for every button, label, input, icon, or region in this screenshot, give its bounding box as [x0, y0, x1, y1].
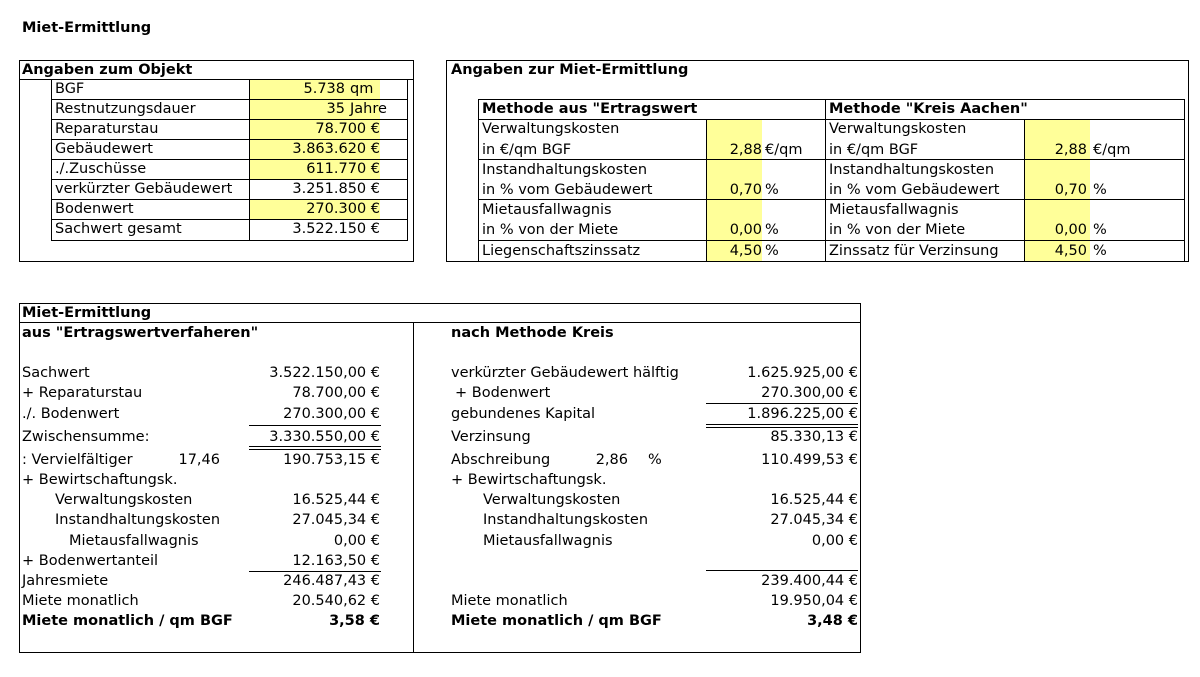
- kreis-abschreibung-unit: %: [648, 452, 662, 468]
- calc-bodenanteil-label: + Bodenwertanteil: [22, 553, 159, 569]
- kreis-verzinsung-label: Verzinsung: [451, 429, 531, 445]
- objekt-label-zuschuesse: ./.Zuschüsse: [55, 161, 147, 177]
- ertrag-zinssatz-unit: %: [765, 243, 779, 259]
- calc-zwischen-label: Zwischensumme:: [22, 429, 150, 445]
- calc-monatlich-value: 20.540,62 €: [292, 593, 380, 609]
- calc-sachwert-label: Sachwert: [22, 365, 90, 381]
- ertrag-instand-l1: Instandhaltungskosten: [482, 162, 648, 178]
- calc-vervielf-label: : Vervielfältiger: [22, 452, 133, 468]
- kreis-zinssatz-unit: %: [1093, 243, 1107, 259]
- ertrag-instand-unit: %: [765, 182, 779, 198]
- kreis-boden-value: 270.300,00 €: [761, 385, 858, 401]
- ertrag-mietausfall-value[interactable]: 0,00: [729, 222, 762, 238]
- calc-bewirt-label: + Bewirtschaftungsk.: [22, 472, 178, 488]
- kreis-mietausfall-unit: %: [1093, 222, 1107, 238]
- ertrag-verwaltung-l2: in €/qm BGF: [482, 142, 572, 158]
- kreis-mietausfall-calc-label: Mietausfallwagnis: [483, 533, 613, 549]
- objekt-label-bodenwert: Bodenwert: [55, 201, 134, 217]
- miete-title: Miet-Ermittlung: [22, 305, 152, 321]
- calc-instand-value: 27.045,34 €: [292, 512, 380, 528]
- kreis-instand-value[interactable]: 0,70: [1054, 182, 1087, 198]
- kreis-section-title: nach Methode Kreis: [451, 325, 614, 341]
- kreis-qm-value: 3,48 €: [807, 613, 858, 629]
- kreis-instand-calc-value: 27.045,34 €: [770, 512, 858, 528]
- objekt-title: Angaben zum Objekt: [22, 62, 193, 78]
- objekt-label-bgf: BGF: [55, 81, 85, 97]
- objekt-value-zuschuesse[interactable]: 611.770 €: [306, 161, 380, 177]
- objekt-value-bgf[interactable]: 5.738: [303, 81, 345, 97]
- kreis-verwaltung-unit: €/qm: [1093, 142, 1131, 158]
- calc-qm-value: 3,58 €: [329, 613, 380, 629]
- calc-boden-label: ./. Bodenwert: [22, 406, 120, 422]
- calc-instand-label: Instandhaltungskosten: [55, 512, 221, 528]
- kreis-abschreibung-value: 110.499,53 €: [761, 452, 858, 468]
- kreis-gebaeude-value: 1.625.925,00 €: [747, 365, 858, 381]
- kreis-abschreibung-label: Abschreibung: [451, 452, 551, 468]
- ertrag-zinssatz-label: Liegenschaftszinssatz: [482, 243, 641, 259]
- kreis-qm-label: Miete monatlich / qm BGF: [451, 613, 662, 629]
- calc-qm-label: Miete monatlich / qm BGF: [22, 613, 233, 629]
- ertrag-verwaltung-value[interactable]: 2,88: [729, 142, 762, 158]
- objekt-label-restnutzung: Restnutzungsdauer: [55, 101, 196, 117]
- kreis-verzinsung-value: 85.330,13 €: [770, 429, 858, 445]
- kreis-verwaltung-l2: in €/qm BGF: [829, 142, 919, 158]
- calc-reparatur-value: 78.700,00 €: [292, 385, 380, 401]
- objekt-value-restnutzung[interactable]: 35: [326, 101, 345, 117]
- kreis-bewirt-label: + Bewirtschaftungsk.: [451, 472, 607, 488]
- kreis-zinssatz-label: Zinssatz für Verzinsung: [829, 243, 999, 259]
- calc-vervielf-value: 190.753,15 €: [283, 452, 380, 468]
- kreis-verwaltung-l1: Verwaltungskosten: [829, 121, 967, 137]
- kreis-instand-calc-label: Instandhaltungskosten: [483, 512, 649, 528]
- kreis-kapital-label: gebundenes Kapital: [451, 406, 596, 422]
- calc-mietausfall-label: Mietausfallwagnis: [69, 533, 199, 549]
- objekt-label-verkuerzt: verkürzter Gebäudewert: [55, 181, 233, 197]
- kreis-monatlich-value: 19.950,04 €: [770, 593, 858, 609]
- objekt-unit-bgf: qm: [350, 81, 374, 97]
- kreis-zinssatz-value[interactable]: 4,50: [1054, 243, 1087, 259]
- calc-jahresmiete-label: Jahresmiete: [22, 573, 109, 589]
- calc-bodenanteil-value: 12.163,50 €: [292, 553, 380, 569]
- kreis-verwaltung-calc-value: 16.525,44 €: [770, 492, 858, 508]
- kreis-monatlich-label: Miete monatlich: [451, 593, 568, 609]
- ertrag-section-title: aus "Ertragswertverfaheren": [22, 325, 259, 341]
- calc-verwaltung-label: Verwaltungskosten: [55, 492, 193, 508]
- ertrag-mietausfall-l2: in % von der Miete: [482, 222, 619, 238]
- calc-vervielf-factor: 17,46: [178, 452, 220, 468]
- calc-jahresmiete-value: 246.487,43 €: [283, 573, 380, 589]
- ertrag-verwaltung-l1: Verwaltungskosten: [482, 121, 620, 137]
- calc-zwischen-value: 3.330.550,00 €: [269, 429, 380, 445]
- kreis-summe-value: 239.400,44 €: [761, 573, 858, 589]
- page-title: Miet-Ermittlung: [22, 20, 152, 36]
- calc-sachwert-value: 3.522.150,00 €: [269, 365, 380, 381]
- calc-mietausfall-value: 0,00 €: [333, 533, 380, 549]
- calc-reparatur-label: + Reparaturstau: [22, 385, 143, 401]
- kreis-verwaltung-value[interactable]: 2,88: [1054, 142, 1087, 158]
- kreis-instand-l1: Instandhaltungskosten: [829, 162, 995, 178]
- calc-monatlich-label: Miete monatlich: [22, 593, 139, 609]
- kreis-instand-unit: %: [1093, 182, 1107, 198]
- ertrag-mietausfall-unit: %: [765, 222, 779, 238]
- kreis-mietausfall-value[interactable]: 0,00: [1054, 222, 1087, 238]
- calc-verwaltung-value: 16.525,44 €: [292, 492, 380, 508]
- ertrag-instand-value[interactable]: 0,70: [729, 182, 762, 198]
- kreis-mietausfall-l1: Mietausfallwagnis: [829, 202, 959, 218]
- objekt-value-sachwert: 3.522.150 €: [292, 221, 380, 237]
- calc-boden-value: 270.300,00 €: [283, 406, 380, 422]
- ertrag-zinssatz-value[interactable]: 4,50: [729, 243, 762, 259]
- kreis-kapital-value: 1.896.225,00 €: [747, 406, 858, 422]
- objekt-label-gebaeudewert: Gebäudewert: [55, 141, 153, 157]
- objekt-value-reparaturstau[interactable]: 78.700 €: [315, 121, 380, 137]
- ertrag-header: Methode aus "Ertragswert: [482, 101, 698, 117]
- kreis-header: Methode "Kreis Aachen": [829, 101, 1028, 117]
- objekt-unit-restnutzung: Jahre: [350, 101, 387, 117]
- kreis-instand-l2: in % vom Gebäudewert: [829, 182, 1000, 198]
- objekt-value-bodenwert[interactable]: 270.300 €: [306, 201, 380, 217]
- ertrag-mietausfall-l1: Mietausfallwagnis: [482, 202, 612, 218]
- ertrag-verwaltung-unit: €/qm: [765, 142, 803, 158]
- objekt-value-gebaeudewert[interactable]: 3.863.620 €: [292, 141, 380, 157]
- ertrag-instand-l2: in % vom Gebäudewert: [482, 182, 653, 198]
- kreis-boden-label: + Bodenwert: [455, 385, 551, 401]
- objekt-value-verkuerzt: 3.251.850 €: [292, 181, 380, 197]
- kreis-mietausfall-calc-value: 0,00 €: [811, 533, 858, 549]
- kreis-abschreibung-rate: 2,86: [595, 452, 628, 468]
- objekt-label-sachwert: Sachwert gesamt: [55, 221, 182, 237]
- kreis-verwaltung-calc-label: Verwaltungskosten: [483, 492, 621, 508]
- angaben-title: Angaben zur Miet-Ermittlung: [451, 62, 689, 78]
- objekt-label-reparaturstau: Reparaturstau: [55, 121, 159, 137]
- kreis-mietausfall-l2: in % von der Miete: [829, 222, 966, 238]
- kreis-gebaeude-label: verkürzter Gebäudewert hälftig: [451, 365, 679, 381]
